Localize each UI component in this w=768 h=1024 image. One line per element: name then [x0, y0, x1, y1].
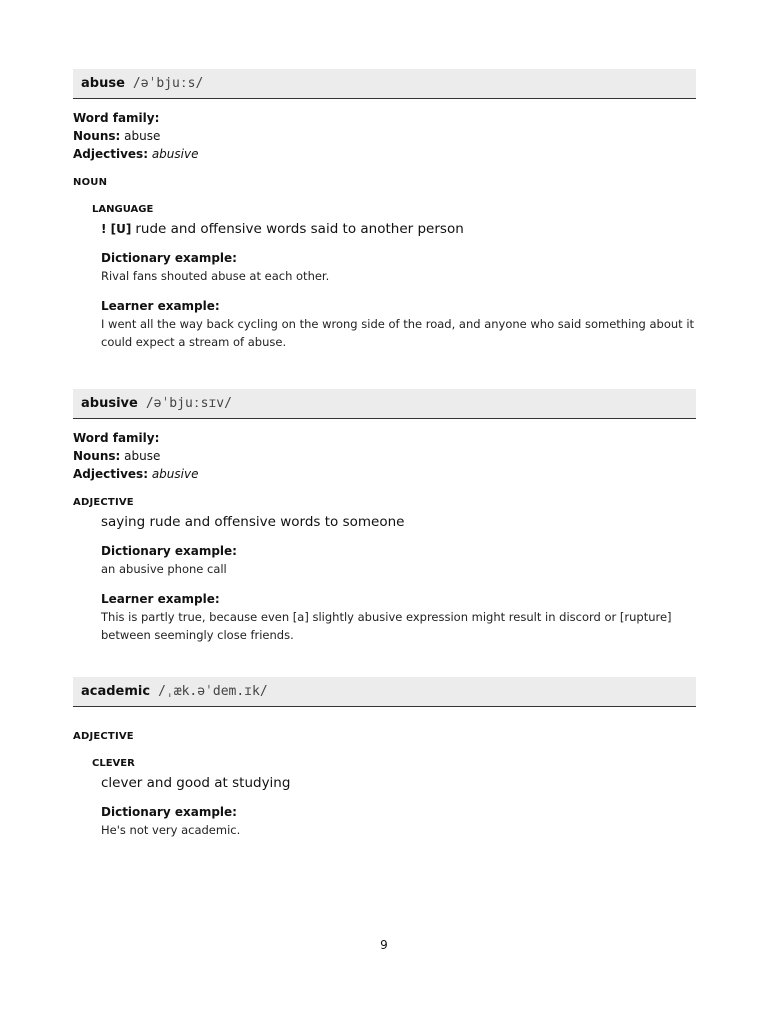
nouns-value: abuse [124, 449, 161, 463]
nouns-value: abuse [124, 129, 161, 143]
guideword: CLEVER [92, 758, 135, 769]
dictionary-example-label: Dictionary example: [101, 251, 237, 265]
headword-bar [73, 677, 696, 707]
learner-example-label: Learner example: [101, 592, 220, 606]
headword-bar [73, 69, 696, 99]
definition: rude and offensive words said to another person [135, 221, 464, 237]
nouns-label: Nouns: [73, 449, 121, 463]
dictionary-example: an abusive phone call [101, 562, 227, 576]
dictionary-example-label: Dictionary example: [101, 805, 237, 819]
headword-bar [73, 389, 696, 419]
headword: abuse [81, 76, 125, 91]
word-family-heading: Word family: [73, 431, 160, 445]
sense [101, 221, 696, 351]
entry-academic [73, 677, 696, 839]
pronunciation: /ˌæk.əˈdem.ɪk/ [158, 684, 268, 699]
entry-abuse [73, 69, 696, 351]
learner-example-label: Learner example: [101, 299, 220, 313]
definition-line [101, 221, 696, 237]
guideword: LANGUAGE [92, 204, 154, 215]
nouns-label: Nouns: [73, 129, 121, 143]
word-family [73, 429, 696, 483]
pronunciation: /əˈbjuːsɪv/ [145, 396, 232, 411]
pronunciation: /əˈbjuːs/ [132, 76, 204, 91]
definition-line [101, 514, 696, 530]
sense [101, 775, 696, 839]
adjectives-value: abusive [151, 467, 199, 481]
word-family [73, 109, 696, 163]
definition: saying rude and offensive words to someone [101, 514, 405, 530]
learner-example: This is partly true, because even [a] slightly abusive expression might result in discord or [rupture] between seemingly close friends. [101, 610, 672, 642]
level-label: ! [U] [101, 222, 132, 236]
sense [101, 514, 696, 644]
definition-line [101, 775, 696, 791]
adjectives-value: abusive [151, 147, 199, 161]
part-of-speech: ADJECTIVE [73, 731, 134, 742]
dictionary-example: He's not very academic. [101, 823, 241, 837]
adjectives-label: Adjectives: [73, 147, 148, 161]
adjectives-label: Adjectives: [73, 467, 148, 481]
part-of-speech: NOUN [73, 177, 108, 188]
page-number: 9 [380, 938, 388, 952]
learner-example: I went all the way back cycling on the wrong side of the road, and anyone who said something about it could expect a stream of abuse. [101, 317, 695, 349]
dictionary-example-label: Dictionary example: [101, 544, 237, 558]
part-of-speech: ADJECTIVE [73, 497, 134, 508]
headword: abusive [81, 396, 138, 411]
definition: clever and good at studying [101, 775, 291, 791]
dictionary-example: Rival fans shouted abuse at each other. [101, 269, 330, 283]
headword: academic [81, 684, 151, 699]
entry-abusive [73, 389, 696, 644]
word-family-heading: Word family: [73, 111, 160, 125]
